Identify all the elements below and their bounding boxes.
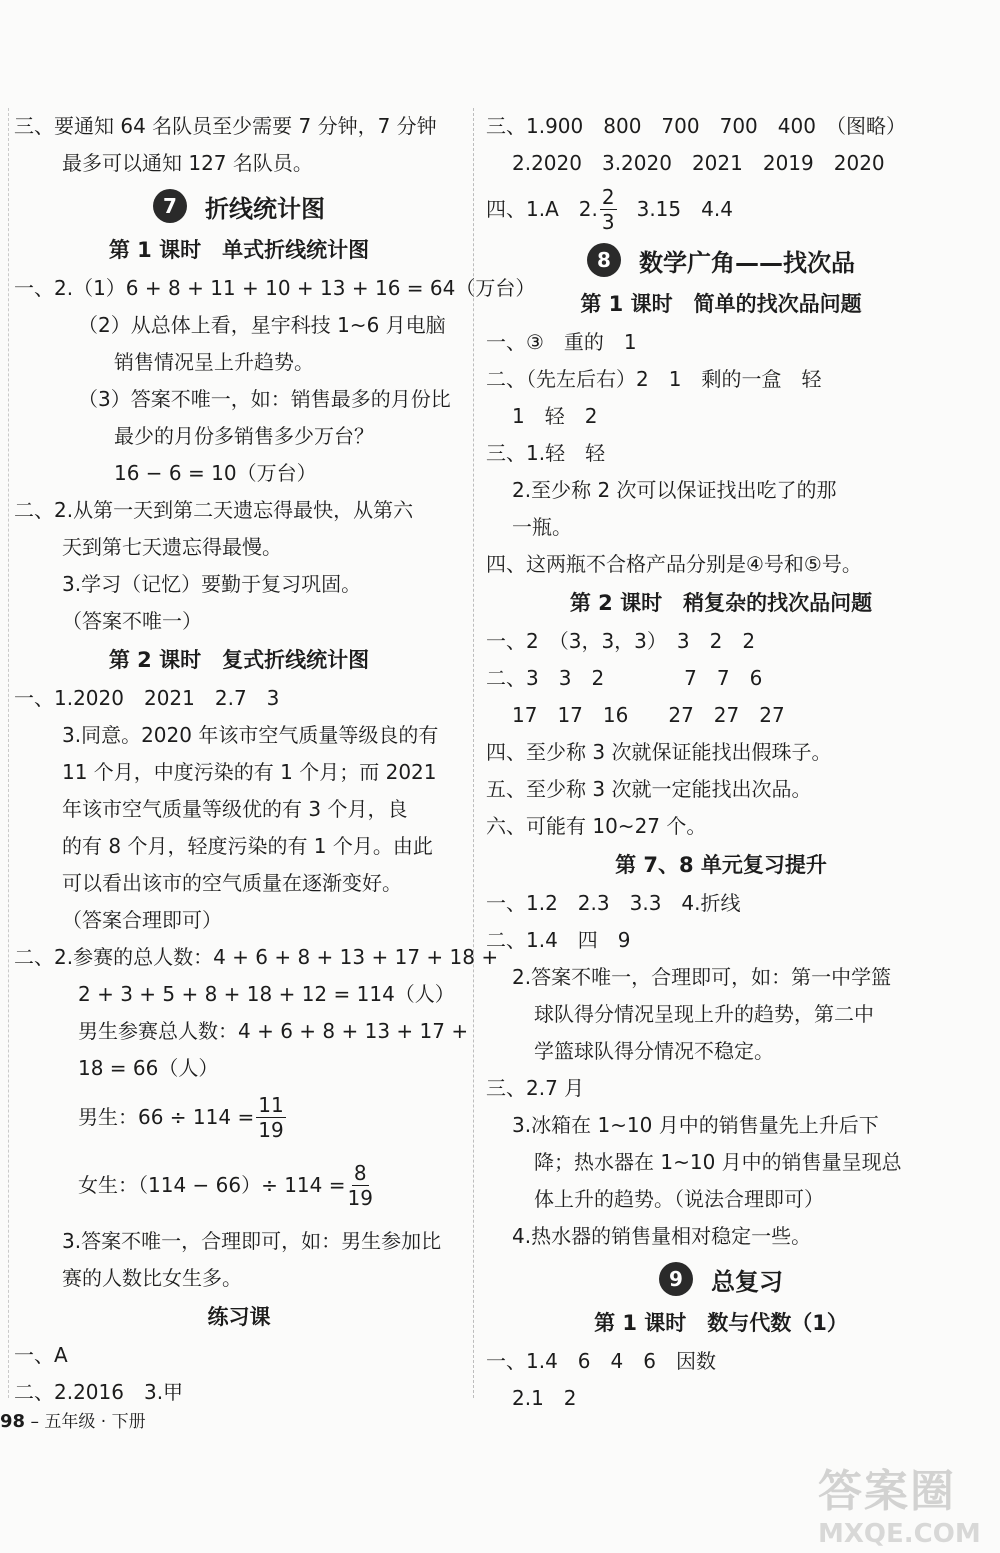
unit-number-badge: 9 (659, 1262, 693, 1296)
answer-line: 3.同意。2020 年该市空气质量等级良的有 (62, 723, 439, 747)
answer-line: 三、1.轻 轻 (486, 441, 606, 465)
answer-line: 一瓶。 (512, 515, 572, 539)
answer-line: 1 轻 2 (512, 404, 598, 428)
answer-line: 男生参赛总人数：4 + 6 + 8 + 13 + 17 + (78, 1019, 469, 1043)
answer-line: 16 − 6 = 10（万台） (114, 461, 317, 485)
answer-line: （答案不唯一） (62, 609, 202, 633)
answer-line: 四、至少称 3 次就保证能找出假珠子。 (486, 740, 832, 764)
answer-line: 2.至少称 2 次可以保证找出吃了的那 (512, 478, 837, 502)
lesson-heading: 第 1 课时 简单的找次品问题 (580, 292, 862, 316)
answer-line: 降；热水器在 1~10 月中的销售量呈现总 (534, 1150, 902, 1174)
answer-line: 2.2020 3.2020 2021 2019 2020 (512, 151, 885, 175)
unit-title: 总复习 (711, 1267, 783, 1296)
review-heading: 第 7、8 单元复习提升 (615, 853, 827, 877)
footer-separator: – (30, 1412, 39, 1432)
fraction-line (14, 1087, 464, 1147)
answer-line: 一、1.4 6 4 6 因数 (486, 1349, 716, 1373)
answer-line: 球队得分情况呈现上升的趋势，第二中 (534, 1002, 874, 1026)
unit-heading-9 (486, 1257, 956, 1301)
answer-line: 一、2.（1）6 + 8 + 11 + 10 + 13 + 16 = 64（万台） (14, 276, 536, 300)
right-column (486, 108, 956, 1417)
answer-line: 2.1 2 (512, 1386, 577, 1410)
fraction (600, 185, 617, 234)
numerator: 2 (601, 184, 615, 209)
unit-title: 数学广角——找次品 (639, 248, 855, 277)
answer-line: 2.答案不唯一，合理即可，如：第一中学篮 (512, 965, 892, 989)
fraction-prefix: 男生：66 ÷ 114 = (78, 1104, 255, 1129)
answer-line: 四、这两瓶不合格产品分别是④号和⑤号。 (486, 552, 862, 576)
book-label: 五年级 · 下册 (44, 1412, 146, 1432)
answer-line: 三、1.900 800 700 700 400 （图略） (486, 114, 906, 138)
answer-line: 11 个月，中度污染的有 1 个月；而 2021 (62, 760, 437, 784)
page-footer (0, 1407, 146, 1432)
watermark-url: MXQE.COM (818, 1519, 981, 1549)
column-divider (473, 108, 474, 1398)
section-heading: 练习课 (207, 1305, 271, 1329)
left-margin-line (8, 108, 9, 1398)
answer-line: 一、1.2020 2021 2.7 3 (14, 686, 280, 710)
answer-line: 二、1.4 四 9 (486, 928, 631, 952)
answer-line: 五、至少称 3 次就一定能找出次品。 (486, 777, 812, 801)
answer-line: （3）答案不唯一，如：销售最多的月份比 (78, 387, 451, 411)
fraction-line (14, 1147, 464, 1223)
answer-line: 一、2 （3，3，3） 3 2 2 (486, 629, 756, 653)
lesson-heading: 第 2 课时 稍复杂的找次品问题 (569, 591, 873, 615)
watermark-logo (818, 1455, 988, 1547)
answer-line: 二、2.参赛的总人数：4 + 6 + 8 + 13 + 17 + 18 + (14, 945, 499, 969)
answer-line: 年该市空气质量等级优的有 3 个月，良 (62, 797, 408, 821)
unit-title: 折线统计图 (205, 194, 325, 223)
answer-line: 二、3 3 2 7 7 6 (486, 666, 763, 690)
fraction-prefix: 女生：（114 − 66）÷ 114 = (78, 1172, 346, 1197)
answer-line: 一、1.2 2.3 3.3 4.折线 (486, 891, 741, 915)
answer-line: 17 17 16 27 27 27 (512, 703, 785, 727)
answer-line: 二、（先左后右）2 1 剩的一盒 轻 (486, 367, 822, 391)
answer-line: 最多可以通知 127 名队员。 (62, 151, 313, 175)
answer-line: 3.答案不唯一，合理即可，如：男生参加比 (62, 1229, 442, 1253)
lesson-heading: 第 1 课时 数与代数（1） (594, 1311, 848, 1335)
answer-line: 一、③ 重的 1 (486, 330, 637, 354)
unit-number-badge: 8 (587, 243, 621, 277)
fraction (348, 1161, 373, 1210)
answer-line: 一、A (14, 1343, 68, 1367)
answer-line: （2）从总体上看，星宇科技 1~6 月电脑 (78, 313, 446, 337)
answer-line: 3.学习（记忆）要勤于复习巩固。 (62, 572, 362, 596)
denominator: 3 (601, 209, 615, 234)
answer-line: 赛的人数比女生多。 (62, 1266, 242, 1290)
page-number: 98 (0, 1411, 26, 1432)
unit-heading-8 (486, 238, 956, 282)
fraction (256, 1093, 285, 1142)
answer-line: 4.热水器的销售量相对稳定一些。 (512, 1224, 812, 1248)
answer-line: 天到第七天遗忘得最慢。 (62, 535, 282, 559)
lesson-heading: 第 2 课时 复式折线统计图 (108, 648, 370, 672)
answer-line: 最少的月份多销售多少万台？ (114, 424, 374, 448)
fraction-prefix: 四、1.A 2. (486, 196, 598, 221)
unit-heading-7 (14, 184, 464, 228)
answer-line: （答案合理即可） (62, 908, 222, 932)
answer-line: 18 = 66（人） (78, 1056, 219, 1080)
answer-line: 体上升的趋势。（说法合理即可） (534, 1187, 824, 1211)
answer-line: 可以看出该市的空气质量在逐渐变好。 (62, 871, 402, 895)
numerator: 11 (258, 1092, 284, 1117)
answer-line: 3.冰箱在 1~10 月中的销售量先上升后下 (512, 1113, 879, 1137)
answer-line: 二、2.从第一天到第二天遗忘得最快，从第六 (14, 498, 414, 522)
denominator: 19 (347, 1185, 373, 1210)
answer-line: 2 + 3 + 5 + 8 + 18 + 12 = 114（人） (78, 982, 455, 1006)
answer-line: 二、2.2016 3.甲 (14, 1380, 184, 1404)
denominator: 19 (258, 1117, 284, 1142)
answer-line: 三、2.7 月 (486, 1076, 585, 1100)
answer-line: 销售情况呈上升趋势。 (114, 350, 314, 374)
answer-line: 六、可能有 10~27 个。 (486, 814, 707, 838)
fraction-line (486, 182, 956, 236)
watermark-text: 答案圈 (818, 1466, 956, 1517)
answer-line: 学篮球队得分情况不稳定。 (534, 1039, 774, 1063)
answer-line: 三、要通知 64 名队员至少需要 7 分钟，7 分钟 (14, 114, 437, 138)
answer-line: 的有 8 个月，轻度污染的有 1 个月。由此 (62, 834, 433, 858)
lesson-heading: 第 1 课时 单式折线统计图 (108, 238, 370, 262)
numerator: 8 (353, 1160, 367, 1185)
fraction-suffix: 3.15 4.4 (616, 196, 733, 221)
unit-number-badge: 7 (153, 189, 187, 223)
